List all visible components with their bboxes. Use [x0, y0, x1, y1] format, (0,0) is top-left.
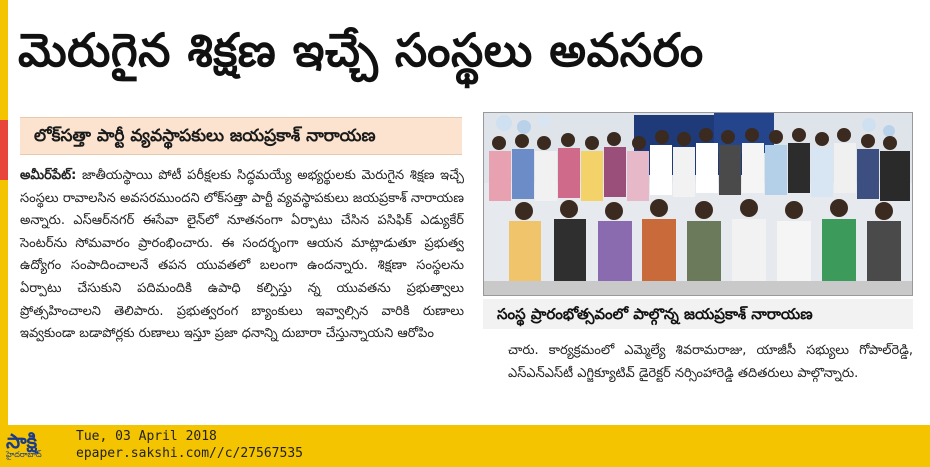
article-continuation: చారు. కార్యక్రమంలో ఎమ్మెల్యే శివరామరాజు, యాజీసీ సభ్యులు గోపాల్‌రెడ్డి, ఎస్‌ఎన్‌ఎస్‌టీ ఎగ్జిక్యూటివ్ డైరెక్టర్ నర్సింహారెడ్డి తదితరులు పాల్గొన్నారు.	[508, 343, 913, 381]
subheadline: లోక్‌సత్తా పార్టీ వ్యవస్థాపకులు జయప్రకాశ్ నారాయణ	[20, 117, 462, 155]
sakshi-logo: సాక్షి	[6, 429, 38, 453]
event-photo	[483, 112, 913, 296]
article-body	[20, 165, 464, 346]
footer-bar	[0, 425, 930, 467]
left-accent-strip	[0, 0, 8, 425]
dateline: అమీర్‌పేట్:	[20, 168, 77, 183]
epaper-url[interactable]: epaper.sakshi.com//c/27567535	[76, 446, 303, 461]
article-text: జాతీయస్థాయి పోటీ పరీక్షలకు సిద్ధమయ్యే అభ్యర్థులకు మెరుగైన శిక్షణ ఇచ్చే సంస్థలు రావాలసిన అవసరముందని లోక్‌సత్తా పార్టీ వ్యవస్థాపకులు జయప్రకాశ్ నారాయణ అన్నారు. ఎస్‌ఆర్‌నగర్ ఈసేవా లైన్‌లో నూతనంగా ఏర్పాటు చేసిన పసిఫిక్ ఎడ్యుకేర్ సెంటర్‌ను సోమవారం ప్రారంభించారు. ఈ సందర్భంగా ఆయన మాట్లాడుతూ ప్రభుత్వ ఉద్యోగం సంపాదించాలనే తపన యువతలో బలంగా ఉందన్నారు. శిక్షణా సంస్థలను ఏర్పాటు చేసుకుని పదిమందికి ఉపాధి కల్పిస్తు న్న యువతను ప్రభుత్వాలు ప్రోత్సహించాలని తెలిపారు. ప్రభుత్వరంగ బ్యాంకులు ఇవ్వాల్సిన వారికి రుణాలు ఇవ్వకుండా బడాపోర్లకు రుణాలు ఇస్తూ ప్రజా ధనాన్ని దుబారా చేస్తున్నాయని ఆరోపిం	[20, 168, 464, 342]
publication-date: Tue, 03 April 2018	[76, 429, 217, 444]
headline: మెరుగైన శిక్షణ ఇచ్చే సంస్థలు అవసరం	[18, 23, 704, 77]
photo-caption: సంస్థ ప్రారంభోత్సవంలో పాల్గొన్న జయప్రకాశ్ నారాయణ	[483, 299, 913, 329]
left-accent-mark	[0, 120, 8, 180]
logo-edition: హైదరాబాద్	[6, 450, 42, 459]
